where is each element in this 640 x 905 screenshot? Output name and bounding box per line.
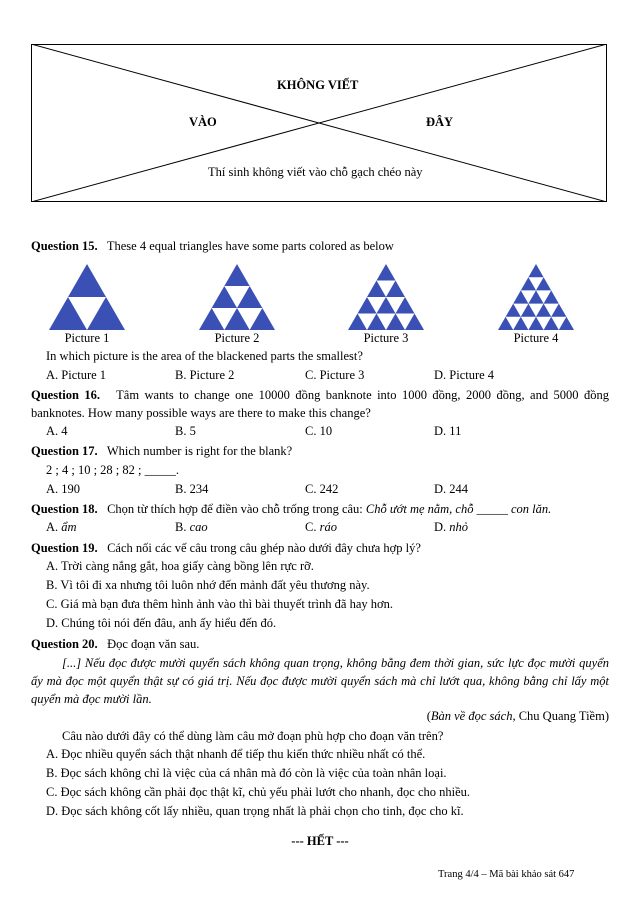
q20-passage: [...] Nếu đọc được mười quyển sách không quan trọng, không bằng đem thời gian, sức lực đọc mười quyển ấy mà đọc một quyển thật sự có giá trị. Nếu đọc được mười quyển sách mà chỉ lướt qua, không bằng chỉ lấy một quyển mà đọc mười lần. <box>31 656 609 706</box>
colored-subtriangle <box>521 304 536 317</box>
q20-option-b[interactable]: B. Đọc sách không chỉ là việc của cá nhân mà đó còn là việc của toàn nhân loại. <box>46 766 447 780</box>
q19-option-c[interactable]: C. Giá mà bạn đưa thêm hình ảnh vào thì bài thuyết trình đã hay hơn. <box>46 597 393 611</box>
triangle-picture-1 <box>49 264 125 330</box>
colored-subtriangle <box>87 297 125 330</box>
colored-subtriangle <box>405 314 424 331</box>
q19-option-a[interactable]: A. Trời càng nắng gắt, hoa giấy càng bồng lên rực rỡ. <box>46 559 314 573</box>
q20-source-open: ( <box>426 709 431 723</box>
q16-option-b[interactable]: B. 5 <box>175 424 196 438</box>
colored-subtriangle <box>358 297 377 314</box>
picture-1-label: Picture 1 <box>64 331 110 345</box>
q18-option-b-word: cao <box>189 520 208 534</box>
q19-option-d[interactable]: D. Chúng tôi nói đến đâu, anh ấy hiểu đến đó. <box>46 616 277 630</box>
q18-option-b[interactable] <box>175 520 208 535</box>
colored-subtriangle <box>367 314 386 331</box>
colored-subtriangle <box>377 297 396 314</box>
q16-option-c[interactable]: C. 10 <box>305 424 333 438</box>
triangle-picture-2 <box>199 264 275 330</box>
q16-text: Tâm wants to change one 10000 đồng banknote into 1000 đồng, 2000 đồng, and 5000 đồng banknotes. How many possible ways are there to make this change? <box>31 388 609 420</box>
no-write-right: ĐÂY <box>426 115 454 129</box>
q17-heading <box>31 443 292 459</box>
q18-option-c[interactable] <box>305 520 337 535</box>
q20-label: Question 20. <box>31 637 98 651</box>
q19-option-b[interactable]: B. Vì tôi đi xa nhưng tôi luôn nhớ đến mảnh đất yêu thương này. <box>46 578 370 592</box>
q18-option-a-letter: A. <box>46 520 59 534</box>
q16-option-a[interactable]: A. 4 <box>46 424 68 438</box>
q19-heading <box>31 540 421 556</box>
q18-option-a-word: ẩm <box>61 520 77 534</box>
colored-subtriangle <box>551 304 566 317</box>
picture-4-label: Picture 4 <box>513 331 559 345</box>
no-write-left: VÀO <box>189 115 217 129</box>
q18-text: Chọn từ thích hợp để điền vào chỗ trống trong câu: <box>107 502 363 516</box>
colored-subtriangle <box>396 297 415 314</box>
q17-sequence: 2 ; 4 ; 10 ; 28 ; 82 ; _____. <box>46 463 179 477</box>
colored-subtriangle <box>367 281 386 298</box>
colored-subtriangle <box>68 264 106 297</box>
q18-heading <box>31 501 551 517</box>
end-marker: --- HẾT --- <box>291 834 349 848</box>
q18-option-c-word: ráo <box>319 520 337 534</box>
colored-subtriangle <box>498 317 513 330</box>
colored-subtriangle <box>49 297 87 330</box>
colored-subtriangle <box>513 317 528 330</box>
q20-text: Đọc đoạn văn sau. <box>107 637 200 651</box>
colored-subtriangle <box>521 277 536 290</box>
colored-subtriangle <box>212 286 237 308</box>
colored-subtriangle <box>544 290 559 303</box>
q17-option-d[interactable]: D. 244 <box>434 482 469 496</box>
colored-subtriangle <box>250 308 275 330</box>
q17-option-b[interactable]: B. 234 <box>175 482 209 496</box>
q20-option-c[interactable]: C. Đọc sách không cần phải đọc thật kĩ, chủ yếu phải lướt cho nhanh, đọc cho nhiều. <box>46 785 471 799</box>
page-footer: Trang 4/4 – Mã bài khảo sát 647 <box>438 869 575 880</box>
q20-source-title: Bàn về đọc sách, <box>430 709 516 723</box>
q18-option-a[interactable] <box>46 520 77 535</box>
q15-option-b[interactable]: B. Picture 2 <box>175 368 235 382</box>
colored-subtriangle <box>377 264 396 281</box>
q15-question: In which picture is the area of the blackened parts the smallest? <box>46 349 363 363</box>
q17-option-c[interactable]: C. 242 <box>305 482 339 496</box>
colored-subtriangle <box>224 264 249 286</box>
q18-option-b-letter: B. <box>175 520 187 534</box>
q18-sentence: Chỗ ướt mẹ nằm, chỗ _____ con lăn. <box>365 502 552 516</box>
q18-option-c-letter: C. <box>305 520 317 534</box>
colored-subtriangle <box>506 304 521 317</box>
no-write-note: Thí sinh không viết vào chỗ gạch chéo này <box>208 165 423 179</box>
colored-subtriangle <box>386 281 405 298</box>
q15-heading <box>31 238 394 254</box>
q15-text: These 4 equal triangles have some parts colored as below <box>106 239 394 253</box>
colored-subtriangle <box>528 264 543 277</box>
q18-label: Question 18. <box>31 502 98 516</box>
q20-option-d[interactable]: D. Đọc sách không cốt lấy nhiều, quan trọng nhất là phải chọn cho tinh, đọc cho kĩ. <box>46 804 464 818</box>
colored-subtriangle <box>544 317 559 330</box>
q20-question: Câu nào dưới đây có thể dùng làm câu mở đoạn phù hợp cho đoạn văn trên? <box>62 729 444 743</box>
q15-option-d[interactable]: D. Picture 4 <box>434 368 495 382</box>
colored-subtriangle <box>237 286 262 308</box>
picture-3-label: Picture 3 <box>363 331 409 345</box>
q20-source <box>427 708 609 724</box>
colored-subtriangle <box>536 304 551 317</box>
colored-subtriangle <box>528 317 543 330</box>
q17-text: Which number is right for the blank? <box>106 444 293 458</box>
q17-label: Question 17. <box>31 444 98 458</box>
q18-option-d-word: nhỏ <box>449 520 469 534</box>
q16-heading <box>31 386 609 422</box>
q16-option-d[interactable]: D. 11 <box>434 424 462 438</box>
colored-subtriangle <box>528 290 543 303</box>
no-write-line1: KHÔNG VIẾT <box>277 78 359 92</box>
no-write-box <box>31 44 607 202</box>
colored-subtriangle <box>536 277 551 290</box>
colored-subtriangle <box>199 308 224 330</box>
colored-subtriangle <box>559 317 574 330</box>
colored-subtriangle <box>386 314 405 331</box>
q15-option-c[interactable]: C. Picture 3 <box>305 368 365 382</box>
q16-label: Question 16. <box>31 388 101 402</box>
q20-heading <box>31 636 199 652</box>
q19-label: Question 19. <box>31 541 98 555</box>
q20-source-author: Chu Quang Tiềm) <box>515 709 609 723</box>
q18-option-d-letter: D. <box>434 520 447 534</box>
q19-text: Cách nối các vế câu trong câu ghép nào dưới đây chưa hợp lý? <box>107 541 421 555</box>
colored-subtriangle <box>513 290 528 303</box>
q17-option-a[interactable]: A. 190 <box>46 482 81 496</box>
triangle-picture-4 <box>498 264 574 330</box>
q15-label: Question 15. <box>31 239 98 253</box>
colored-subtriangle <box>224 308 249 330</box>
picture-2-label: Picture 2 <box>214 331 260 345</box>
q18-option-d[interactable] <box>434 520 468 535</box>
q20-option-a[interactable]: A. Đọc nhiều quyển sách thật nhanh để tiếp thu kiến thức nhiều nhất có thể. <box>46 747 426 761</box>
colored-subtriangle <box>348 314 367 331</box>
triangle-picture-3 <box>348 264 424 330</box>
q15-option-a[interactable]: A. Picture 1 <box>46 368 107 382</box>
